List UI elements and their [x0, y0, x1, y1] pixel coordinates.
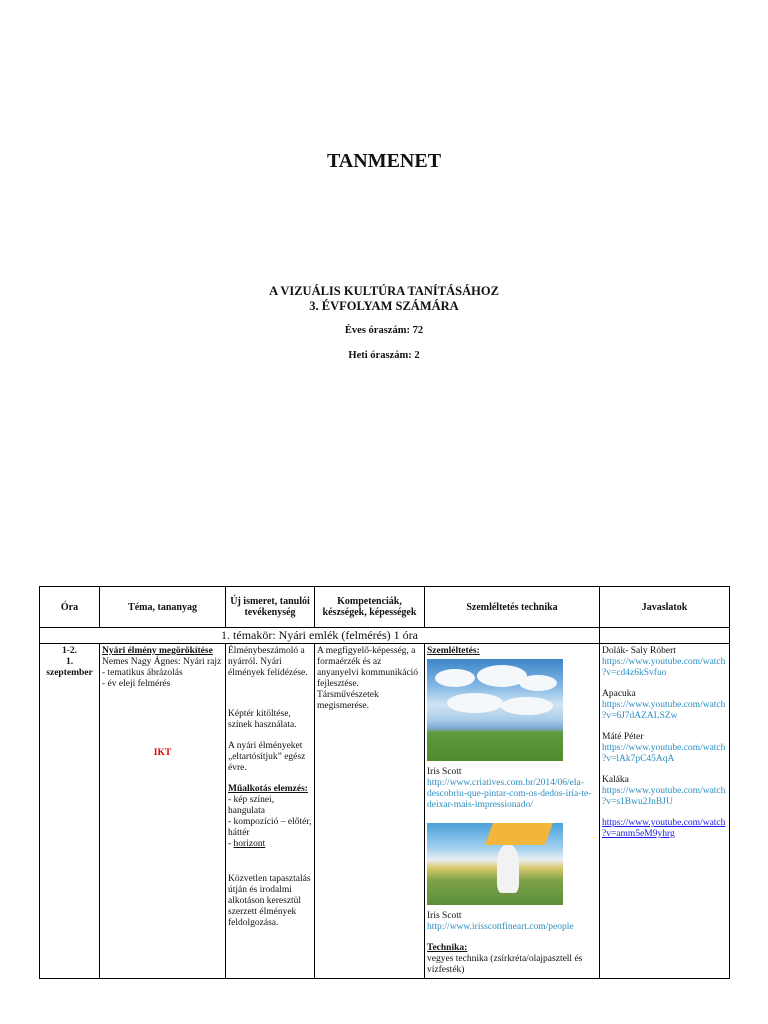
header-uj-ismeret: Új ismeret, tanulói tevékenység — [226, 587, 315, 628]
cell-szemleltetes — [425, 644, 600, 979]
szeml-artist: Iris Scott — [427, 911, 462, 921]
horizont-term: horizont — [233, 839, 266, 849]
technika-title: Technika: — [427, 943, 468, 953]
javas-name: Dolák- Saly Róbert — [602, 646, 676, 656]
uj-p4-item: - — [228, 839, 234, 849]
subtitle-line1: A VIZUÁLIS KULTÚRA TANÍTÁSÁHOZ — [269, 284, 499, 298]
szeml-link[interactable]: http://www.criatives.com.br/2014/06/ela-descobriu-que-pintar-com-os-dedos-iria-te-deixar-mais-impressionado/ — [427, 778, 592, 810]
cell-javaslatok — [600, 644, 730, 979]
table-header-row — [40, 587, 730, 628]
uj-p4-item: - kép színei, hangulata — [228, 795, 275, 816]
cell-tema — [100, 644, 226, 979]
lesson-number: 1-2. — [61, 646, 78, 656]
subtitle-line2: 3. ÉVFOLYAM SZÁMÁRA — [309, 299, 459, 313]
painting-girl-kite-image — [427, 823, 563, 905]
uj-p4-title: Műalkotás elemzés: — [228, 784, 308, 794]
javas-link[interactable]: https://www.youtube.com/watch?v=amm5eM9yhrg — [602, 818, 726, 839]
topic-empty-cell — [600, 628, 730, 644]
javas-link[interactable]: https://www.youtube.com/watch?v=s1Bwu2JnBJU — [602, 786, 726, 807]
week-number: 1. — [65, 657, 74, 667]
painting-clouds-image — [427, 659, 563, 761]
annual-hours: Éves óraszám: 72 — [344, 325, 424, 336]
szeml-title: Szemléltetés: — [427, 646, 480, 656]
uj-p4-item: - kompozíció – előtér, háttér — [228, 817, 312, 838]
javas-name: Kaláka — [602, 775, 629, 785]
table-row — [40, 644, 730, 979]
uj-p3: A nyári élményeket „eltartósítjuk” egész évre. — [228, 741, 306, 773]
header-kompetenciak: Kompetenciák, készségek, képességek — [315, 587, 425, 628]
document-title: TANMENET — [326, 150, 442, 172]
komp-text: A megfigyelő-képesség, a formaérzék és az anyanyelvi kommunikáció fejlesztése. — [317, 646, 419, 689]
weekly-hours: Heti óraszám: 2 — [348, 350, 420, 361]
javas-link[interactable]: https://www.youtube.com/watch?v=cd4z6kSvfuo — [602, 657, 726, 678]
tema-item: - év eleji felmérés — [102, 679, 171, 689]
header-tema: Téma, tananyag — [100, 587, 226, 628]
szeml-artist: Iris Scott — [427, 767, 462, 777]
uj-p5: Közvetlen tapasztalás útján és irodalmi alkotáson keresztül szerzett élmények feldolgozása. — [228, 874, 311, 928]
cell-kompetenciak — [315, 644, 425, 979]
tema-item: - tematikus ábrázolás — [102, 668, 183, 678]
javas-name: Máté Péter — [602, 732, 644, 742]
technika-text: vegyes technika (zsírkréta/olajpasztell és vízfesték) — [427, 954, 583, 975]
uj-p2: Képtér kitöltése, színek használata. — [228, 709, 297, 730]
topic-row — [40, 628, 730, 644]
uj-p1b: Nyári élmények felidézése. — [228, 657, 308, 678]
komp-text2: Társművészetek megismerése. — [317, 690, 379, 711]
topic-title: 1. témakör: Nyári emlék (felmérés) 1 óra — [40, 628, 600, 644]
cell-uj-ismeret — [226, 644, 315, 979]
javas-link[interactable]: https://www.youtube.com/watch?v=6J7dAZALSZw — [602, 700, 726, 721]
month: szeptember — [46, 668, 93, 678]
uj-p1a: Élménybeszámoló a nyárról. — [228, 646, 305, 667]
tema-author: Nemes Nagy Ágnes: Nyári rajz — [102, 657, 222, 667]
curriculum-table — [39, 586, 730, 979]
cell-ora — [40, 644, 100, 979]
tema-title: Nyári élmény megörökítése — [102, 646, 213, 656]
ikt-label: IKT — [153, 748, 172, 758]
szeml-link[interactable]: http://www.irisscottfineart.com/people — [427, 922, 574, 932]
header-szemleltetes: Szemléltetés technika — [425, 587, 600, 628]
javas-link[interactable]: https://www.youtube.com/watch?v=lAk7pC45AqA — [602, 743, 726, 764]
header-ora: Óra — [40, 587, 100, 628]
header-javaslatok: Javaslatok — [600, 587, 730, 628]
javas-name: Apacuka — [602, 689, 636, 699]
